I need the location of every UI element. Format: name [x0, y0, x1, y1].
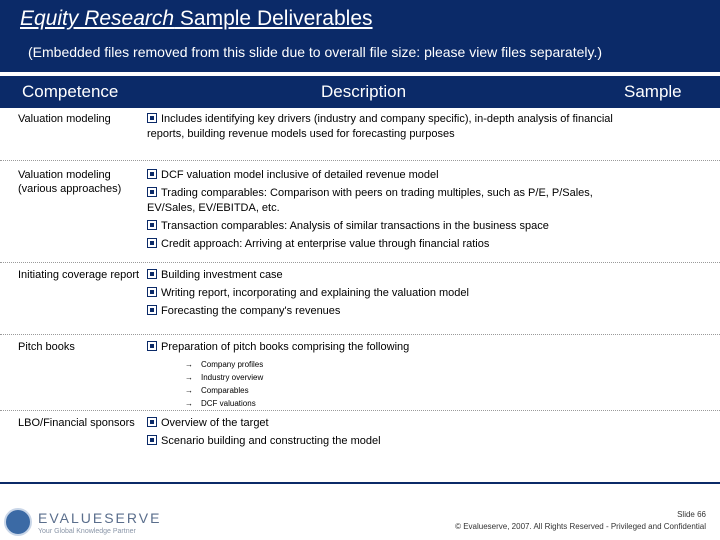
square-bullet-icon	[147, 238, 157, 248]
sub-bullet-list	[147, 358, 617, 410]
row-divider	[0, 262, 720, 263]
competence-cell: Initiating coverage report	[18, 269, 140, 281]
bullet-text: Overview of the target	[161, 417, 269, 429]
competence-cell: Valuation modeling (various approaches)	[18, 169, 122, 195]
bullet-text: Forecasting the company's revenues	[161, 305, 341, 317]
square-bullet-icon	[147, 417, 157, 427]
slide-title-italic: Equity Research	[20, 7, 175, 30]
sub-bullet-text: Industry overview	[201, 373, 264, 382]
description-bullet	[147, 219, 617, 234]
square-bullet-icon	[147, 435, 157, 445]
arrow-right-icon: →	[185, 386, 193, 395]
square-bullet-icon	[147, 187, 157, 197]
row-divider	[0, 334, 720, 335]
square-bullet-icon	[147, 269, 157, 279]
description-bullet	[147, 286, 617, 301]
description-bullet	[147, 237, 617, 252]
description-bullet	[147, 186, 617, 216]
company-logo	[4, 506, 194, 540]
description-bullet	[147, 416, 617, 431]
bullet-text: Trading comparables: Comparison with peers on trading multiples, such as P/E, P/Sales, EV/Sales, EV/EBITDA, etc.	[147, 187, 593, 214]
description-bullet	[147, 340, 617, 355]
sub-bullet-item	[185, 384, 617, 397]
logo-tagline: Your Global Knowledge Partner	[38, 528, 136, 535]
sub-bullet-item	[185, 358, 617, 371]
bullet-text: Preparation of pitch books comprising the following	[161, 341, 410, 353]
globe-logo-icon	[4, 508, 32, 536]
slide-number: Slide 66	[677, 510, 706, 519]
slide-subtitle: (Embedded files removed from this slide due to overall file size: please view files separately.)	[28, 44, 602, 60]
slide-title-rest: Sample Deliverables	[174, 7, 373, 30]
bullet-text: Writing report, incorporating and explaining the valuation model	[161, 287, 469, 299]
square-bullet-icon	[147, 113, 157, 123]
arrow-right-icon: →	[185, 360, 193, 369]
slide-title	[20, 7, 373, 31]
square-bullet-icon	[147, 305, 157, 315]
copyright-notice: © Evalueserve, 2007. All Rights Reserved - Privileged and Confidential	[455, 522, 706, 531]
header-competence: Competence	[22, 82, 119, 101]
description-bullet	[147, 168, 617, 183]
sub-bullet-text: Company profiles	[201, 360, 264, 369]
row-divider	[0, 410, 720, 411]
bullet-text: Credit approach: Arriving at enterprise value through financial ratios	[161, 238, 490, 250]
description-cell	[147, 168, 617, 255]
arrow-right-icon: →	[185, 399, 193, 408]
description-bullet	[147, 268, 617, 283]
description-cell	[147, 416, 617, 452]
description-bullet	[147, 304, 617, 319]
bullet-text: DCF valuation model inclusive of detailed revenue model	[161, 169, 439, 181]
sub-bullet-text: Comparables	[201, 386, 249, 395]
competence-cell: Pitch books	[18, 341, 75, 353]
bullet-text: Scenario building and constructing the model	[161, 435, 381, 447]
arrow-right-icon: →	[185, 373, 193, 382]
bullet-text: Building investment case	[161, 269, 283, 281]
square-bullet-icon	[147, 169, 157, 179]
description-cell	[147, 268, 617, 322]
description-bullet	[147, 112, 617, 142]
logo-text: EVALUESERVE	[38, 510, 162, 526]
description-bullet	[147, 434, 617, 449]
table-header	[0, 76, 720, 108]
header-description: Description	[321, 82, 407, 101]
bullet-text: Includes identifying key drivers (industry and company specific), in-depth analysis of financial reports, building revenue models used for forecasting purposes	[147, 113, 613, 140]
footer-rule	[0, 482, 720, 484]
sub-bullet-text: DCF valuations	[201, 399, 256, 408]
sub-bullet-item	[185, 371, 617, 384]
square-bullet-icon	[147, 287, 157, 297]
sub-bullet-item	[185, 397, 617, 410]
competence-cell: Valuation modeling	[18, 113, 111, 125]
bullet-text: Transaction comparables: Analysis of similar transactions in the business space	[161, 220, 549, 232]
square-bullet-icon	[147, 341, 157, 351]
row-divider	[0, 160, 720, 161]
square-bullet-icon	[147, 220, 157, 230]
description-cell	[147, 112, 617, 145]
header-sample: Sample	[624, 82, 682, 101]
description-cell	[147, 340, 617, 410]
competence-cell: LBO/Financial sponsors	[18, 417, 135, 429]
